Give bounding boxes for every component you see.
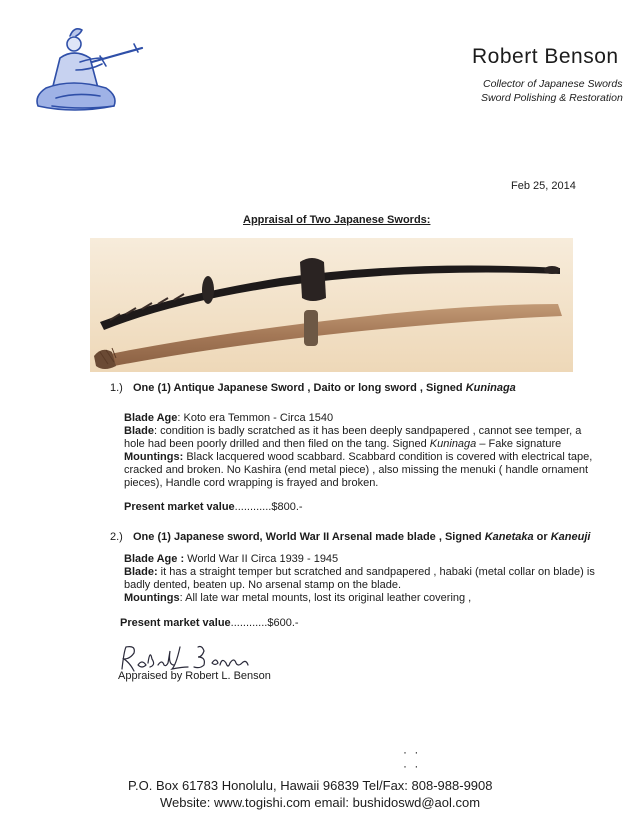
document-date: Feb 25, 2014 [511,180,576,192]
item1-market-value: Present market value............$800.- [124,501,303,513]
samurai-logo-icon [30,18,150,118]
item1-blade-age: Blade Age: Koto era Temmon - Circa 1540 [124,412,334,424]
swords-photo [90,238,573,372]
item2-market-value: Present market value............$600.- [120,617,299,629]
item2-number: 2.) [110,531,123,543]
footer-address: P.O. Box 61783 Honolulu, Hawaii 96839 Tel/Fax: 808-988-9908 [128,778,493,793]
item1-blade-line2: hole had been poorly drilled and then filed on the tang. Signed Kuninaga – Fake signature [124,438,562,450]
item1-number: 1.) [110,382,123,394]
item1-heading-signature: Kuninaga [465,382,516,394]
item2-heading: One (1) Japanese sword, World War II Arsenal made blade , Signed Kanetaka or Kaneuji [133,531,591,543]
footer-contact: Website: www.togishi.com email: bushidoswd@aol.com [160,795,481,810]
item1-mountings-line2: cracked and broken. No Kashira (end metal piece) , also missing the menuki ( handle ornament [124,464,589,476]
scan-marks: · · · · [403,745,421,773]
collector-name: Robert Benson [472,45,619,68]
item2-blade-age: Blade Age : World War II Circa 1939 - 1945 [124,553,339,565]
item1-heading: One (1) Antique Japanese Sword , Daito or long sword , Signed Kuninaga [133,382,516,394]
item2-blade-line2: badly dented, beaten up. No arsenal stamp on the blade. [124,579,402,591]
document-title: Appraisal of Two Japanese Swords: [243,214,431,226]
item1-blade-line1: Blade: condition is badly scratched as it has been deeply sandpapered , cannot see temper, a [124,425,582,437]
tagline-collector: Collector of Japanese Swords [483,78,623,90]
tagline-polishing: Sword Polishing & Restoration [481,92,623,104]
signature-caption: Appraised by Robert L. Benson [118,670,271,682]
item1-mountings-line1: Mountings: Black lacquered wood scabbard. Scabbard condition is covered with electrical tape, [124,451,593,463]
item2-blade-line1: Blade: it has a straight temper but scratched and sandpapered , habaki (metal collar on blade) is [124,566,595,578]
item2-mountings: Mountings: All late war metal mounts, lost its original leather covering , [124,592,472,604]
item1-mountings-line3: pieces), Handle cord wrapping is frayed and broken. [124,477,379,489]
